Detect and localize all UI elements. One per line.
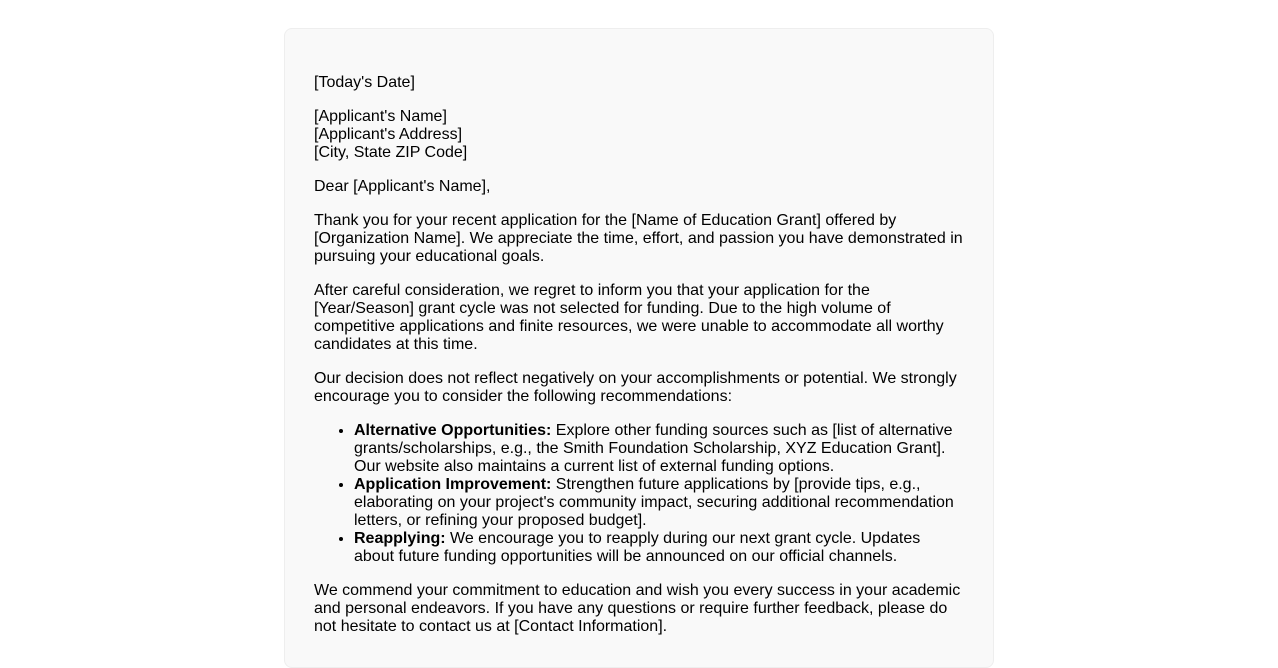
recipient-city: [City, State ZIP Code]	[314, 144, 468, 161]
recommendation-text: We encourage you to reapply during our next grant cycle. Updates about future funding opportunities will be announced on our official channels.	[354, 530, 921, 565]
recommendation-title: Alternative Opportunities:	[354, 422, 552, 439]
recommendations-list	[314, 422, 964, 566]
recommendation-title: Reapplying:	[354, 530, 446, 547]
recipient-street: [Applicant's Address]	[314, 126, 463, 143]
encouragement-paragraph: Our decision does not reflect negatively on your accomplishments or potential. We strongly encourage you to consider the following recommendations:	[314, 370, 957, 405]
recommendation-title: Application Improvement:	[354, 476, 552, 493]
letter-card	[284, 28, 994, 668]
recommendation-text: Explore other funding sources such as [list of alternative grants/scholarships, e.g., the Smith Foundation Scholarship, XYZ Education Grant]. Our website also maintains a current list of external funding options.	[354, 422, 953, 475]
list-item	[354, 530, 964, 566]
letter-date: [Today's Date]	[314, 74, 415, 91]
decision-paragraph: After careful consideration, we regret to inform you that your application for the [Year/Season] grant cycle was not selected for funding. Due to the high volume of competitive applications and finite resources, we were unable to accommodate all worthy candidates at this time.	[314, 282, 944, 353]
closing-paragraph: We commend your commitment to education and wish you every success in your academic and personal endeavors. If you have any questions or require further feedback, please do not hesitate to contact us at [Contact Information].	[314, 582, 961, 635]
list-item	[354, 422, 964, 476]
intro-paragraph: Thank you for your recent application for the [Name of Education Grant] offered by [Organization Name]. We appreciate the time, effort, and passion you have demonstrated in pursuing your educational goals.	[314, 212, 963, 265]
list-item	[354, 476, 964, 530]
recommendation-text: Strengthen future applications by [provide tips, e.g., elaborating on your project's community impact, securing additional recommendation letters, or refining your proposed budget].	[354, 476, 954, 529]
salutation: Dear [Applicant's Name],	[314, 178, 491, 195]
recipient-name: [Applicant's Name]	[314, 108, 447, 125]
recipient-address	[314, 108, 964, 162]
